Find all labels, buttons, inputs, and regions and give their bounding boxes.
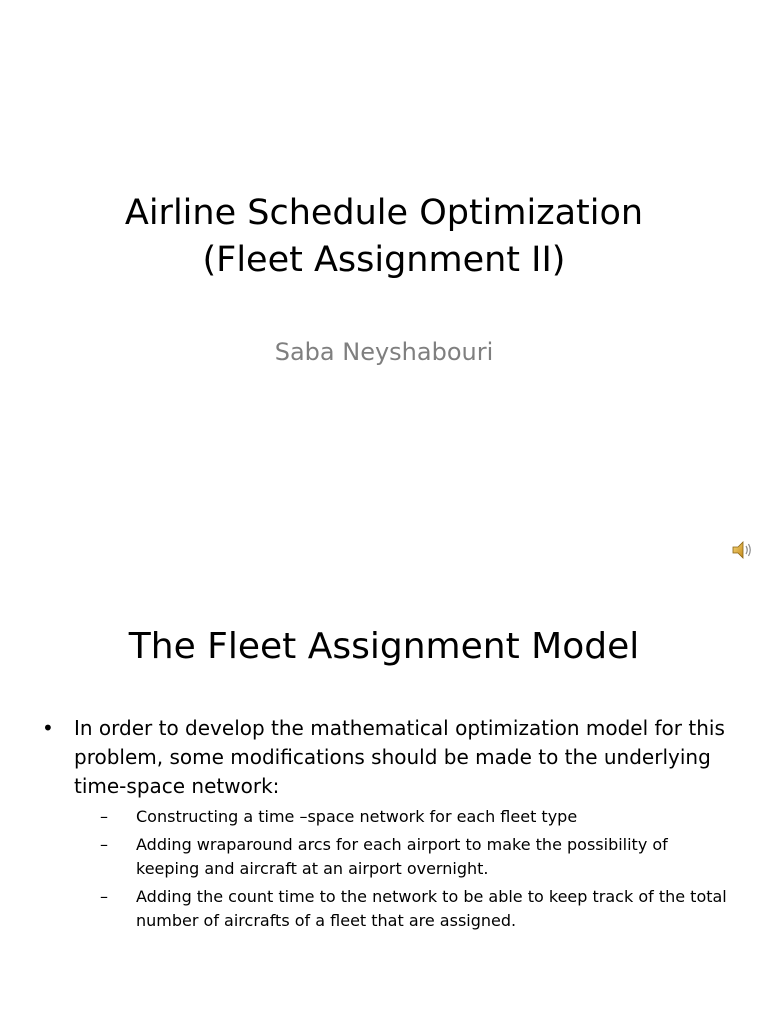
sub-bullet-text: Adding wraparound arcs for each airport to make the possibility of keeping and aircraft at an airport overnight. [136, 835, 668, 878]
sub-bullet-marker: – [100, 887, 108, 906]
sub-bullet-item [100, 833, 732, 881]
speaker-icon[interactable] [730, 538, 754, 562]
content-slide [0, 576, 768, 1024]
bullet-list [42, 714, 732, 937]
bullet-text: In order to develop the mathematical optimization model for this problem, some modifications should be made to the underlying time-space network: [74, 716, 725, 798]
bullet-item [42, 714, 732, 933]
sub-bullet-marker: – [100, 807, 108, 826]
sub-bullet-marker: – [100, 835, 108, 854]
sub-bullet-text: Adding the count time to the network to be able to keep track of the total number of aircrafts of a fleet that are assigned. [136, 887, 727, 930]
sub-bullet-text: Constructing a time –space network for each fleet type [136, 807, 578, 826]
sub-bullet-list [74, 805, 732, 933]
presentation-title [0, 190, 768, 284]
bullet-marker: • [42, 716, 54, 740]
slide-title: The Fleet Assignment Model [128, 626, 640, 667]
sub-bullet-item [100, 885, 732, 933]
title-line-1: Airline Schedule Optimization [124, 193, 644, 233]
author-subtitle: Saba Neyshabouri [274, 338, 494, 366]
sub-bullet-item [100, 805, 732, 829]
title-line-2: (Fleet Assignment II) [202, 240, 566, 280]
